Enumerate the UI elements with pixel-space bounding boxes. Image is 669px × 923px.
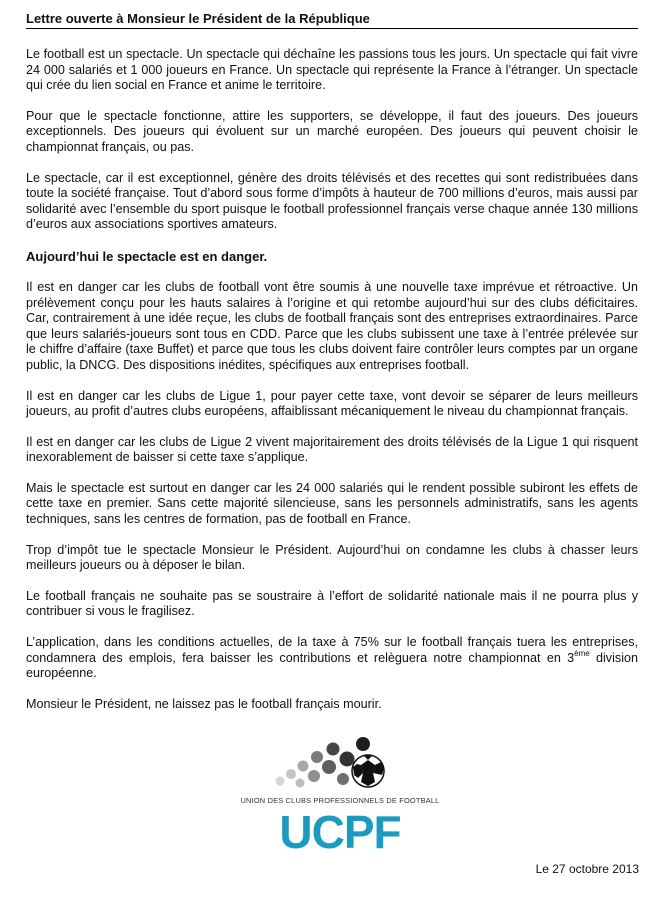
letter-title: Lettre ouverte à Monsieur le Président de la République (26, 10, 638, 29)
letter (26, 10, 638, 712)
paragraph-6: Il est en danger car les clubs de Ligue 2 vivent majoritairement des droits télévisés de la Ligue 1 qui risquent inexorablement de baisser si cette taxe s’applique. (26, 434, 638, 465)
logo-tagline: UNION DES CLUBS PROFESSIONNELS DE FOOTBALL (240, 796, 440, 805)
paragraph-10-end: division européenne. (26, 650, 639, 681)
paragraph-1: Le football est un spectacle. Un spectacle qui déchaîne les passions tous les jours. Un spectacle qui fait vivre 24 000 salariés et 1 000 joueurs en France. Un spectacle qui représente la France à l’étranger. Un spectacle qui crée du lien social en France et anime le territoire. (26, 47, 638, 93)
paragraph-7: Mais le spectacle est surtout en danger car les 24 000 salariés qui le rendent possible subiront les effets de cette taxe en premier. Sans cette majorité silencieuse, sans les personnels administratifs, sans les agents techniques, sans les centres de formation, pas de football en France. (26, 480, 638, 527)
letter-date: Le 27 octobre 2013 (535, 862, 639, 876)
paragraph-9: Le football français ne souhaite pas se soustraire à l’effort de solidarité nationale mais il ne pourra plus y contribuer si vous le fragilisez. (26, 588, 638, 619)
paragraph-4: Il est en danger car les clubs de football vont être soumis à une nouvelle taxe imprévue et rétroactive. Un prélèvement conçu pour les hauts salaires à l’origine et qui retombe aujourd’hui sur des clubs déficitaires. Car, contrairement à une idée reçue, les clubs de football français sont des entreprises extraordinaires. Parce que leurs salariés-joueurs sont tous en CDD. Parce que les clubs subissent une taxe à l’entrée prélevée sur le chiffre d’affaire (taxe Buffet) et parce que tous les clubs doivent faire contrôler leurs comptes par un organe public, la DNCG. Des dispositions inédites, spécifiques aux entreprises football. (26, 279, 638, 372)
paragraph-8: Trop d’impôt tue le spectacle Monsieur le Président. Aujourd’hui on condamne les clubs à chasser leurs meilleurs joueurs ou à déposer le bilan. (26, 542, 638, 573)
paragraph-2: Pour que le spectacle fonctionne, attire les supporters, se développe, il faut des joueurs. Des joueurs exceptionnels. Des joueurs qui évoluent sur un marché européen. Des joueurs qui peuvent choisir le championnat français, ou pas. (26, 108, 638, 154)
paragraph-10 (26, 635, 638, 682)
paragraph-10-text: L’application, dans les conditions actuelles, de la taxe à 75% sur le football français tuera les entreprises, condamnera des emplois, fera baisser les contributions et relèguera notre championnat en 3 (26, 635, 638, 665)
logo-name: UCPF (279, 806, 401, 858)
football-icon (240, 735, 440, 795)
ordinal-suffix: ème (574, 648, 590, 658)
paragraph-11: Monsieur le Président, ne laissez pas le football français mourir. (26, 696, 382, 711)
section-heading: Aujourd’hui le spectacle est en danger. (26, 248, 268, 264)
ucpf-logo (240, 735, 440, 885)
paragraph-3: Le spectacle, car il est exceptionnel, génère des droits télévisés et des recettes qui sont redistribuées dans toute la société française. Tout d’abord sous forme d’impôts à hauteur de 700 millions d’euros, mais aussi par solidarité avec l’ensemble du sport puisque le football professionnel français verse chaque année 130 millions d’euros aux associations sportives amateurs. (26, 170, 638, 232)
paragraph-5: Il est en danger car les clubs de Ligue 1, pour payer cette taxe, vont devoir se séparer de leurs meilleurs joueurs, au profit d’autres clubs européens, affaiblissant mécaniquement le niveau du championnat français. (26, 388, 638, 419)
